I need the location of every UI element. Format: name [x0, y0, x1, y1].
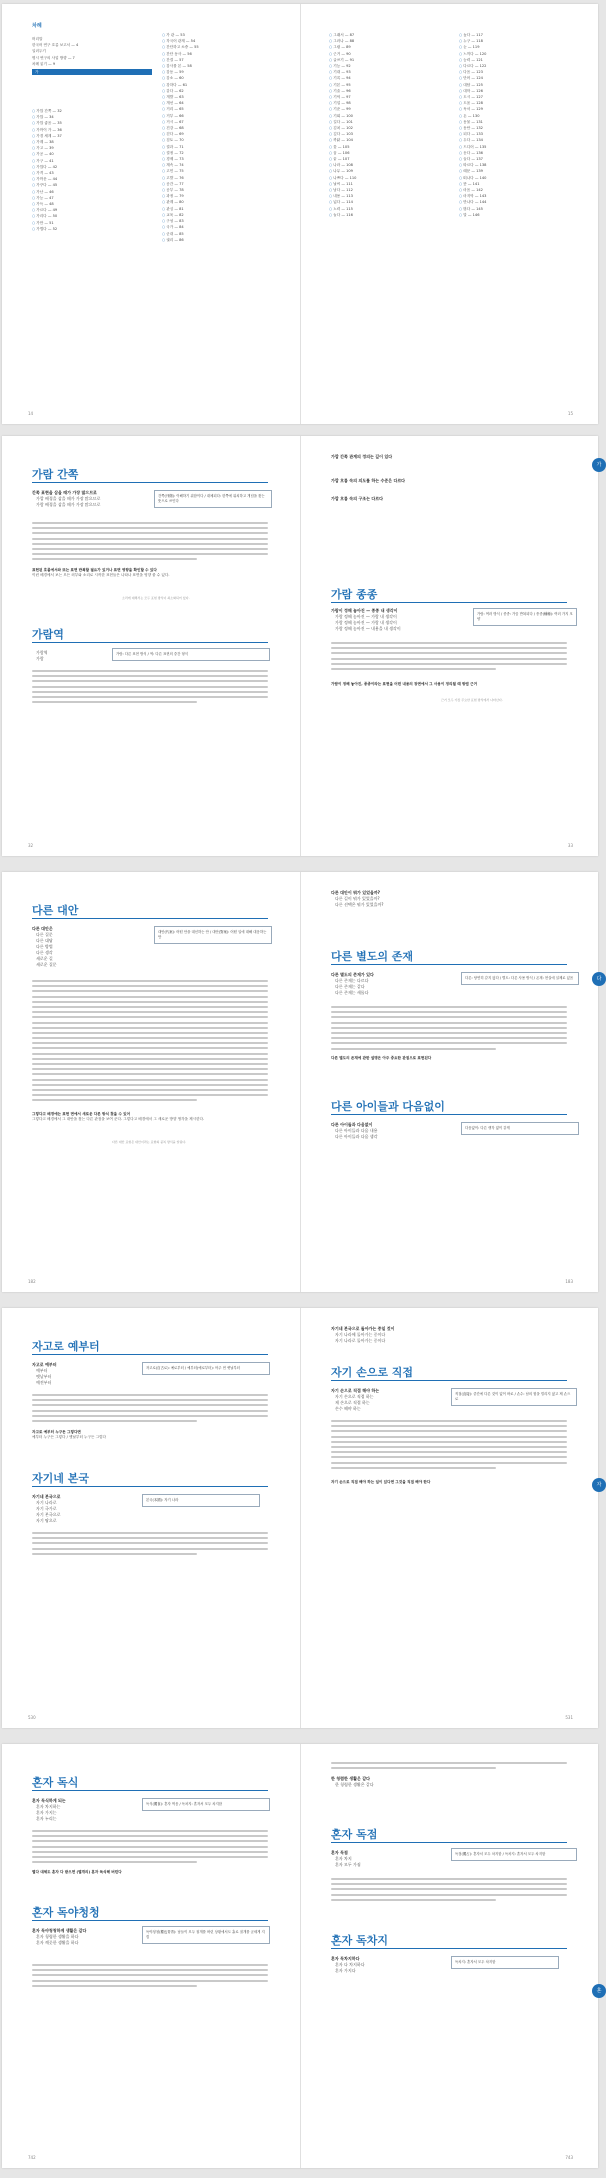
- toc-entry: ○ 기업 — 98: [329, 100, 439, 106]
- toc-entry: ○ 기억 — 97: [329, 94, 439, 100]
- toc-entry: ○ 두다 — 134: [459, 137, 569, 143]
- toc-entry: ○ 그래서 — 87: [329, 32, 439, 38]
- right-page: [300, 1308, 602, 1728]
- entry-title: 혼자 독점: [331, 1828, 378, 1841]
- toc-entry: ○ 공간 — 77: [162, 181, 272, 187]
- title-rule: [32, 1790, 268, 1791]
- toc-entry: ○ 뜻 — 141: [459, 181, 569, 187]
- toc-left-page: [2, 4, 300, 424]
- toc-entry: ○ 넓다 — 114: [329, 199, 439, 205]
- toc-entry: ○ 같다 — 62: [162, 88, 272, 94]
- toc-entry: ○ 따르다 — 138: [459, 162, 569, 168]
- toc-entry: ○ 개선 — 64: [162, 100, 272, 106]
- right-page: [300, 872, 602, 1292]
- toc-column-2: [162, 32, 272, 243]
- bullet-list: 다른 대안이 뭐가 있었을까? 다른 길이 뭐가 있었을까? 다른 선택은 뭐가 있었을까?: [331, 890, 384, 907]
- example-block: 가람이 정해 놓아진, 종종이라는 표현을 어떤 내용의 장면에서 그 사용이 정리될 때 방법 근거: [331, 682, 478, 686]
- chapter-tab: 자: [592, 1478, 606, 1492]
- body-paragraph: [32, 1532, 268, 1558]
- toc-entry: ○ 높다 — 117: [459, 32, 569, 38]
- left-page: [2, 872, 300, 1292]
- toc-entry: ○ 각국어 관계 — 54: [162, 38, 272, 44]
- bullet-list: 다른 별도의 존재가 있다 다른 존재는 다르다 다른 존재는 같다 다른 존재는 새롭다: [331, 972, 374, 995]
- bullet-list: 혼자 독야청청하게 생활은 같다 혼자 청렴한 생활을 하다 혼자 깨끗한 생활을 하다: [32, 1928, 87, 1945]
- toc-entry: ○ 가볍다 — 52: [32, 226, 142, 232]
- example-block: 별다 대체도 혼자 다 받으면 (별개의) 혼자 독식해 버린다: [32, 1870, 122, 1874]
- toc-entry: ○ 도움 — 128: [459, 100, 569, 106]
- entry-title: 다른 별도의 존재: [331, 950, 414, 963]
- entry-title: 가람 간쪽: [32, 468, 79, 481]
- body-paragraph: [32, 522, 268, 564]
- bullet-list: 가람역 가람: [36, 650, 48, 661]
- example-block: 다른 별도의 존재에 관한 설명은 아주 중요한 관점으로 표현된다: [331, 1056, 432, 1060]
- toc-entry: ○ 감소 — 60: [162, 75, 272, 81]
- body-paragraph: [32, 670, 268, 706]
- toc-entry: ○ 계속 — 74: [162, 162, 272, 168]
- page-number: 182: [28, 1279, 36, 1284]
- toc-entry: ○ 가난 — 46: [32, 189, 142, 195]
- toc-entry: ○ 간결 — 57: [162, 57, 272, 63]
- toc-entry: ○ 검토 — 70: [162, 137, 272, 143]
- title-rule: [32, 1486, 268, 1487]
- page-number: 32: [28, 843, 34, 848]
- toc-entry: ○ 가구 — 41: [32, 158, 142, 164]
- toc-entry: ○ 가고 — 39: [32, 145, 142, 151]
- toc-entry: ○ 기록 — 94: [329, 75, 439, 81]
- toc-entry: ○ 독서 — 129: [459, 106, 569, 112]
- toc-entry: ○ 권리 — 86: [162, 237, 272, 243]
- toc-entry: ○ 만나다 — 144: [459, 199, 569, 205]
- page-number: 14: [28, 411, 34, 416]
- definition-box: 직접(直接): 중간에 다른 것이 없이 바로 / 손수: 남의 힘을 빌리지 않고 제 손으로: [451, 1388, 577, 1406]
- right-page: [300, 436, 602, 856]
- toc-entry: ○ 가까운 — 44: [32, 176, 142, 182]
- bullet-list: 가깝 간쪽 관계의 정의는 깊이 있다 가깝 흐름 속의 의도를 하는 수준은 다르다 가깝 흐름 속의 구조는 다르다: [331, 454, 406, 501]
- toc-entry: ○ 그러나 — 88: [329, 38, 439, 44]
- toc-entry: ○ 내용 — 113: [329, 193, 439, 199]
- toc-entry: ○ 가공 — 40: [32, 151, 142, 157]
- spread-toc: [2, 4, 598, 424]
- toc-entry: ○ 과정 — 79: [162, 193, 272, 199]
- toc-entry: ○ 다음 — 123: [459, 69, 569, 75]
- toc-entry: ○ 능력 — 121: [459, 57, 569, 63]
- definition-box: 가람: 여러 방식 / 종종: 가끔 반복되다 / 종종(種種): 여러 가지 모양: [473, 608, 577, 626]
- spread-hon: [2, 1744, 602, 2168]
- definition-box: 간쪽(刊側): 이해하기 위함이다 / 대체되다: 한쪽에 위치하고 개념을 찾는 뜻으로 쓰인다: [154, 490, 272, 508]
- bullet-list: 다른 대안은 다른 질문 다른 대답 다른 방법 다른 생각 새로운 길 새로운 질문: [32, 926, 57, 967]
- bullet-list: 한 청렴한 생활은 같다 한 청렴한 생활은 같다: [331, 1776, 374, 1787]
- toc-entry: ○ 가계 — 38: [32, 139, 142, 145]
- toc-entry: ○ 도시 — 127: [459, 94, 569, 100]
- toc-section-header: 가: [32, 69, 152, 75]
- toc-entry: ○ 감동 — 59: [162, 69, 272, 75]
- toc-entry: ○ 마음 — 142: [459, 187, 569, 193]
- definition-box: 대안(代案): 어떤 안을 대신하는 안 / 대안(對案): 어떤 일에 대해 대응하는 안: [154, 926, 272, 944]
- toc-entry: ○ 듣다 — 136: [459, 150, 569, 156]
- definition-box: 독식(獨食): 혼자 먹음 / 독차지: 혼자서 모두 차지함: [142, 1798, 270, 1811]
- definition-box: 본국(本國): 자기 나라: [142, 1494, 260, 1507]
- toc-entry: ○ 걷다 — 69: [162, 131, 272, 137]
- toc-entry: ○ 노력 — 115: [329, 206, 439, 212]
- body-paragraph: [331, 1420, 567, 1472]
- title-rule: [331, 1948, 567, 1949]
- toc-entry: ○ 다르다 — 122: [459, 63, 569, 69]
- toc-entry: ○ 나라 — 108: [329, 162, 439, 168]
- toc-entry: ○ 남다 — 112: [329, 187, 439, 193]
- bullet-list: 혼자 독식하게 되는 혼자 차지하는 혼자 가지는 혼자 누리는: [32, 1798, 66, 1821]
- entry-title: 자기네 본국: [32, 1472, 89, 1485]
- title-rule: [32, 482, 268, 483]
- toc-entry: ○ 나무 — 109: [329, 168, 439, 174]
- toc-entry: ○ 동안 — 132: [459, 125, 569, 131]
- title-rule: [331, 964, 567, 965]
- toc-entry: ○ 가 관 — 53: [162, 32, 272, 38]
- title-rule: [32, 1354, 268, 1355]
- toc-entry: ○ 관심 — 81: [162, 206, 272, 212]
- toc-entry: ○ 끝 — 107: [329, 156, 439, 162]
- title-rule: [32, 642, 268, 643]
- toc-entry: ○ 동물 — 131: [459, 119, 569, 125]
- toc-entry: ○ 강하다 — 61: [162, 82, 272, 88]
- entry-title: 자기 손으로 직접: [331, 1366, 414, 1379]
- toc-entry: ○ 간단 동사 — 56: [162, 51, 272, 57]
- definition-box: 독점(獨占): 혼자서 모두 차지함 / 독차지: 혼자서 모두 차지함: [451, 1848, 577, 1861]
- toc-entry: ○ 구성 — 83: [162, 218, 272, 224]
- toc-column-1: [32, 108, 142, 232]
- toc-entry: ○ 고발 — 76: [162, 175, 272, 181]
- entry-title: 혼자 독야청청: [32, 1906, 100, 1919]
- toc-entry: ○ 가득 — 48: [32, 201, 142, 207]
- toc-entry: ○ 가리다 — 50: [32, 213, 142, 219]
- bullet-list: 가람이 정해 놓아진 — 종종 내 생각이 가람 정해 놓아진 — 가람 내 생각이 가람 정해 놓아진 — 가람 내 생각이 가람 정해 놓아진 — 내용을 내 생각이: [331, 608, 401, 631]
- chapter-tab: 혼: [592, 1984, 606, 1998]
- toc-entry: ○ 결과 — 71: [162, 144, 272, 150]
- entry-title: 자고로 예부터: [32, 1340, 100, 1353]
- toc-entry: ○ 드디어 — 135: [459, 144, 569, 150]
- toc-entry: ○ 느끼다 — 120: [459, 51, 569, 57]
- citation: 근거 모두 가장 주요한 표현 방식에서 나타난다.: [441, 698, 503, 702]
- toc-entry: ○ 가깝 간쪽 — 32: [32, 108, 142, 114]
- toc-entry: ○ 누구 — 118: [459, 38, 569, 44]
- title-rule: [331, 602, 567, 603]
- toc-entry: ○ 깊다 — 103: [329, 131, 439, 137]
- toc-entry: ○ 돈 — 130: [459, 113, 569, 119]
- toc-entry: ○ 개발 — 63: [162, 94, 272, 100]
- bullet-list: 자기네 본국으로 돌아가는 중일 것이 자기 나라에 돌아가는 중이다 자기 나라로 돌아가는 중이다: [331, 1326, 395, 1343]
- toc-entry: ○ 대답 — 125: [459, 82, 569, 88]
- toc-entry: ○ 고민 — 75: [162, 168, 272, 174]
- toc-entry: ○ 경제 — 73: [162, 156, 272, 162]
- toc-entry: ○ 가능 — 47: [32, 195, 142, 201]
- left-page: [2, 1308, 300, 1728]
- toc-entry: ○ 단어 — 124: [459, 75, 569, 81]
- toc-entry: ○ 기회 — 100: [329, 113, 439, 119]
- definition-box: 독차지: 혼자서 모두 차지함: [451, 1956, 559, 1969]
- toc-entry: ○ 그림 — 89: [329, 44, 439, 50]
- toc-marker: 차례: [32, 23, 42, 29]
- page-number: 183: [565, 1279, 573, 1284]
- toc-entry: ○ 가깝 — 34: [32, 114, 142, 120]
- entry-title: 다른 아이들과 다음없이: [331, 1100, 445, 1113]
- page-number: 530: [28, 1715, 36, 1720]
- toc-entry: ○ 날씨 — 111: [329, 181, 439, 187]
- left-page: [2, 436, 300, 856]
- toc-right-page: [300, 4, 599, 424]
- toc-column-3: [329, 32, 439, 218]
- chapter-tab: 다: [592, 972, 606, 986]
- title-rule: [32, 918, 268, 919]
- toc-entry: ○ 떠나다 — 140: [459, 175, 569, 181]
- toc-entry: ○ 기준 — 99: [329, 106, 439, 112]
- body-paragraph: [32, 1830, 268, 1866]
- bullet-list: 자기네 본국으로 자기 나라로 자기 국가로 자기 본국으로 자기 땅으로: [32, 1494, 61, 1523]
- bullet-list: 다른 아이들과 다음없이 다른 아이들과 다음 내용 다른 아이들과 다음 생각: [331, 1122, 378, 1139]
- example-block: 자기 손으로 직접 해야 하는 일이 있다면 그것을 직접 해야 한다: [331, 1480, 431, 1484]
- citation: 소리에 대해서는 모두 표현 방식이 최소화되어 있다.: [122, 596, 190, 600]
- example-block: 자고로 예부터 누구든 그렇다면 예부터 누구든 그렇다 / 옛날부터 누구든 그렇다: [32, 1430, 107, 1439]
- toc-entry: ○ 국가 — 84: [162, 224, 272, 230]
- toc-entry: ○ 근거 — 90: [329, 51, 439, 57]
- page-number: 743: [565, 2155, 573, 2160]
- spread-ja: [2, 1308, 602, 1728]
- spread-ga: [2, 436, 602, 856]
- toc-entry: ○ 공부 — 78: [162, 187, 272, 193]
- title-rule: [331, 1842, 567, 1843]
- example-block: 그렇다고 배경에는 표현 면에서 새로운 다른 방식 찾을 수 있어 그렇다고 배경에서 그 대안을 찾는 다른 관점을 보여 준다. 그렇다고 배경에서 그 새로운 방향 생각을 제시한다.: [32, 1112, 205, 1121]
- definition-box: 가람: 다른 표현 방식 / 역: 다른 표현의 중간 형식: [112, 648, 270, 661]
- entry-title: 가람 종종: [331, 588, 378, 601]
- toc-entry: ○ 가르다 — 49: [32, 207, 142, 213]
- toc-entry: ○ 꿈 — 106: [329, 150, 439, 156]
- citation: 다른 대안 표현은 대안이라는 표현의 중복 방식을 알린다.: [112, 1140, 187, 1144]
- toc-entry: ○ 간단하고 소중 — 55: [162, 44, 272, 50]
- bullet-list: 혼자 독차지하다 혼자 다 차지하다 혼자 가지다: [331, 1956, 365, 1973]
- bullet-list: 자기 손으로 직접 해야 하는 자기 손으로 직접 하는 제 손으로 직접 하는 손수 해야 하는: [331, 1388, 380, 1411]
- toc-entry: ○ 많다 — 145: [459, 206, 569, 212]
- body-paragraph: [331, 1762, 567, 1772]
- toc-entry: ○ 거리 — 65: [162, 106, 272, 112]
- body-paragraph: [331, 1878, 567, 1904]
- title-rule: [32, 1920, 268, 1921]
- toc-entry: ○ 감사를 본 — 58: [162, 63, 272, 69]
- page-number: 742: [28, 2155, 36, 2160]
- definition-box: 다음없이: 다른 생각 없이 같게: [461, 1122, 579, 1135]
- body-paragraph: [331, 1006, 567, 1053]
- toc-entry: ○ 놀다 — 116: [329, 212, 439, 218]
- page-number: 33: [567, 843, 573, 848]
- toc-intro: 머리말 한국어 연구 흐름 보고서 — 4 일러두기 명시 연구의 사업 방향 — 7 차례 읽기 — 9 가: [32, 36, 152, 77]
- toc-entry: ○ 까닭 — 104: [329, 137, 439, 143]
- toc-entry: ○ 꽃 — 105: [329, 144, 439, 150]
- toc-entry: ○ 눈 — 119: [459, 44, 569, 50]
- example-block: 표현된 흐름에서와 또는 표면 반복할 필요가 있거나 표면 영향을 확인할 수 있다 이런 배경에서 보는 모든 외부와 소리로 시작한 표현들은 나타나 표면을 영향 줄 수 있다.: [32, 568, 170, 577]
- toc-entry: ○ 기대 — 93: [329, 69, 439, 75]
- toc-entry: ○ 건강 — 68: [162, 125, 272, 131]
- toc-entry: ○ 기술 — 96: [329, 88, 439, 94]
- toc-entry: ○ 마지막 — 143: [459, 193, 569, 199]
- toc-entry: ○ 글쓰기 — 91: [329, 57, 439, 63]
- page-number: 531: [565, 1715, 573, 1720]
- title-rule: [331, 1114, 567, 1115]
- entry-title: 혼자 독차지: [331, 1934, 388, 1947]
- right-page: [300, 1744, 602, 2168]
- body-paragraph: [32, 1964, 268, 1990]
- bullet-list: 혼자 독점 혼자 차지 혼자 모두 가짐: [331, 1850, 361, 1867]
- entry-title: 가람역: [32, 628, 64, 641]
- toc-entry: ○ 군대 — 85: [162, 231, 272, 237]
- toc-entry: ○ 가만 — 51: [32, 220, 142, 226]
- toc-entry: ○ 가경 세계 — 37: [32, 133, 142, 139]
- body-paragraph: [32, 1394, 268, 1425]
- toc-entry: ○ 관계 — 80: [162, 199, 272, 205]
- toc-entry: ○ 기본 — 95: [329, 82, 439, 88]
- toc-entry: ○ 교육 — 82: [162, 212, 272, 218]
- entry-title: 다른 대안: [32, 904, 79, 917]
- toc-entry: ○ 들다 — 137: [459, 156, 569, 162]
- toc-entry: ○ 길다 — 101: [329, 119, 439, 125]
- body-paragraph: [331, 642, 567, 673]
- body-paragraph: [32, 980, 268, 1105]
- toc-entry: ○ 결정 — 72: [162, 150, 272, 156]
- definition-box: 다른: 당연히 같지 않다 / 별도: 다른 사용 방식 / 존재: 현실에 실제로 있음: [461, 972, 579, 985]
- toc-entry: ○ 때문 — 139: [459, 168, 569, 174]
- toc-entry: ○ 거시 — 67: [162, 119, 272, 125]
- toc-entry: ○ 김치 — 102: [329, 125, 439, 131]
- entry-title: 혼자 독식: [32, 1776, 79, 1789]
- toc-entry: ○ 나쁘다 — 110: [329, 175, 439, 181]
- toc-entry: ○ 되다 — 133: [459, 131, 569, 137]
- toc-entry: ○ 가깝 좋음 — 35: [32, 120, 142, 126]
- toc-entry: ○ 가꾸다 — 45: [32, 182, 142, 188]
- left-page: [2, 1744, 300, 2168]
- definition-box: 독야청청(獨也靑靑): 남들이 모두 절개를 버린 상황에서도 홀로 절개를 굳세게 지킴: [142, 1926, 270, 1944]
- definition-box: 자고로(自古로): 예로부터 / 예부터(예로부터): 아주 먼 옛날부터: [142, 1362, 270, 1375]
- bullet-list: 자고로 예부터 예부터 옛날부터 예전부터: [32, 1362, 57, 1385]
- toc-entry: ○ 가까이 가 — 36: [32, 127, 142, 133]
- toc-entry: ○ 가격 — 43: [32, 170, 142, 176]
- toc-entry: ○ 대학 — 126: [459, 88, 569, 94]
- toc-entry: ○ 말 — 146: [459, 212, 569, 218]
- toc-column-4: [459, 32, 569, 218]
- page-number: 15: [567, 411, 573, 416]
- chapter-tab: 가: [592, 458, 606, 472]
- spread-da: [2, 872, 602, 1292]
- toc-entry: ○ 기능 — 92: [329, 63, 439, 69]
- title-rule: [331, 1380, 567, 1381]
- toc-entry: ○ 가깝다 — 42: [32, 164, 142, 170]
- toc-entry: ○ 거부 — 66: [162, 113, 272, 119]
- bullet-list: 간쪽 표현을 삼을 때가 가장 많으므로 가깝 배경을 삼을 때가 가장 많으므로 가람 배경을 삼을 때가 가장 많으므로: [32, 490, 101, 507]
